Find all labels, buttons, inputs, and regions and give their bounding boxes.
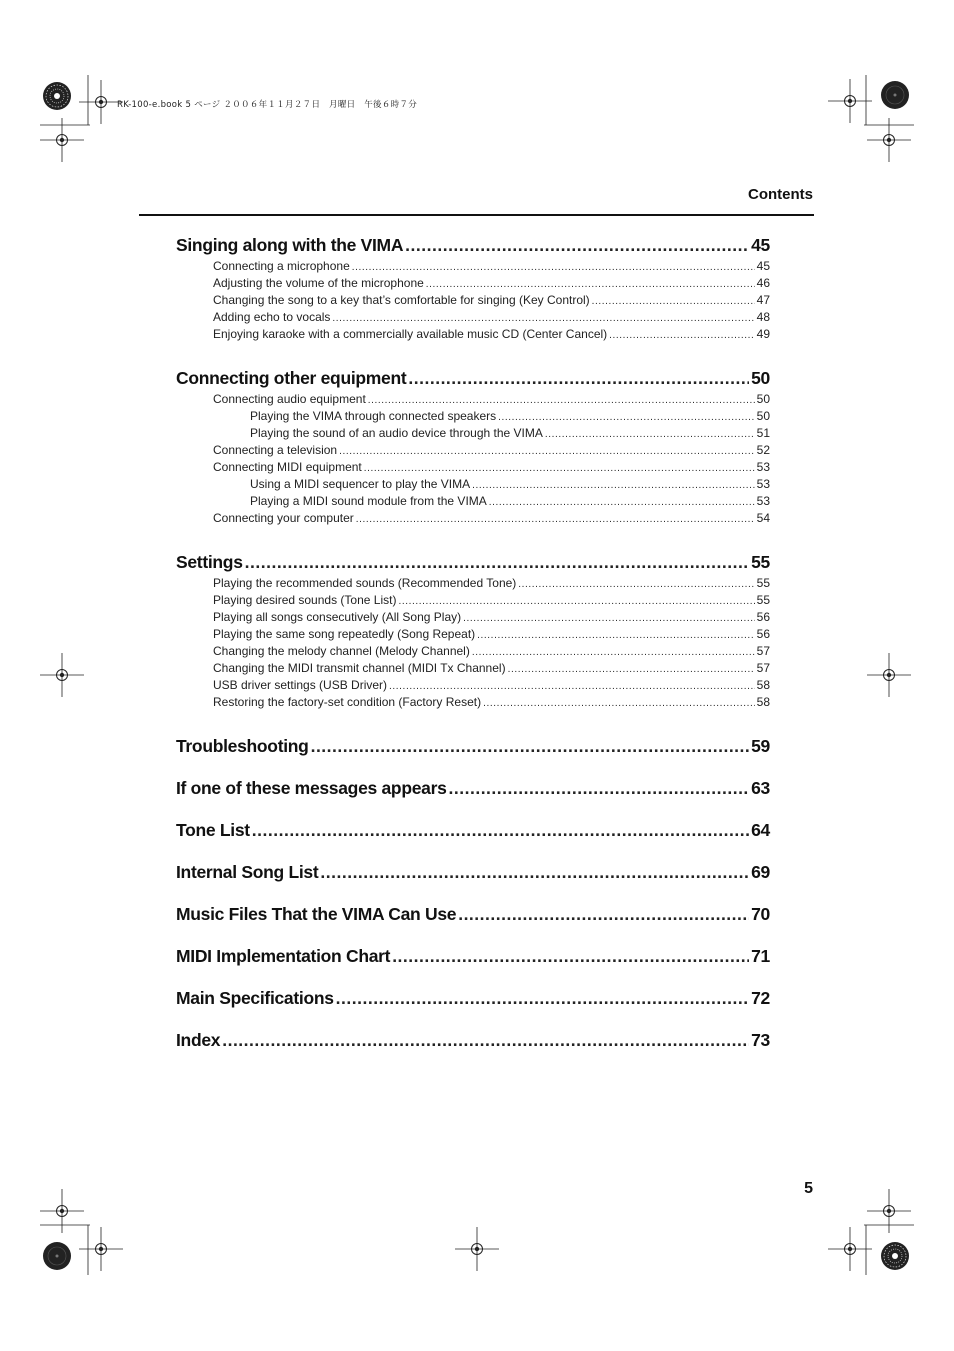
toc-item[interactable]: Connecting MIDI equipment ..... 53 bbox=[213, 459, 770, 476]
toc-item[interactable]: Restoring the factory-set condition (Factory Reset) ..... 58 bbox=[213, 694, 770, 711]
toc-heading-title: Troubleshooting bbox=[176, 736, 309, 756]
toc-item[interactable]: Connecting audio equipment ..... 50 bbox=[213, 391, 770, 408]
toc-heading-music-files[interactable] bbox=[176, 901, 770, 927]
toc-heading-troubleshooting[interactable] bbox=[176, 733, 770, 759]
toc-item[interactable]: Playing the recommended sounds (Recommended Tone) ..... 55 bbox=[213, 575, 770, 592]
toc-page-number: 63 bbox=[751, 778, 770, 798]
table-of-contents bbox=[176, 232, 770, 1053]
page-number: 5 bbox=[804, 1180, 813, 1197]
toc-page-number: 55 bbox=[751, 552, 770, 572]
toc-heading-title: Singing along with the VIMA bbox=[176, 235, 404, 255]
toc-page-number: 72 bbox=[751, 988, 770, 1008]
toc-heading-connecting[interactable] bbox=[176, 365, 770, 391]
toc-subitem[interactable]: Playing the VIMA through connected speakers ..... 50 bbox=[250, 408, 770, 425]
toc-heading-title: Internal Song List bbox=[176, 862, 319, 882]
dot-leader bbox=[245, 549, 749, 575]
toc-item[interactable]: Playing all songs consecutively (All Song Play) ..... 56 bbox=[213, 609, 770, 626]
toc-heading-tone-list[interactable] bbox=[176, 817, 770, 843]
toc-heading-midi-chart[interactable] bbox=[176, 943, 770, 969]
dot-leader bbox=[408, 365, 749, 391]
toc-subitem[interactable]: Playing the sound of an audio device through the VIMA ..... 51 bbox=[250, 425, 770, 442]
toc-heading-title: If one of these messages appears bbox=[176, 778, 447, 798]
toc-heading-messages[interactable] bbox=[176, 775, 770, 801]
dot-leader bbox=[458, 901, 749, 927]
toc-heading-title: Index bbox=[176, 1030, 221, 1050]
dot-leader bbox=[392, 943, 749, 969]
toc-page-number: 70 bbox=[751, 904, 770, 924]
dot-leader bbox=[252, 817, 749, 843]
toc-item[interactable]: Connecting your computer ..... 54 bbox=[213, 510, 770, 527]
toc-heading-title: Main Specifications bbox=[176, 988, 334, 1008]
toc-item[interactable]: Connecting a microphone ..... 45 bbox=[213, 258, 770, 275]
toc-heading-title: Tone List bbox=[176, 820, 250, 840]
dot-leader bbox=[222, 1027, 749, 1053]
running-header-title: Contents bbox=[748, 186, 813, 203]
toc-item[interactable]: Changing the melody channel (Melody Channel) ..... 57 bbox=[213, 643, 770, 660]
dot-leader bbox=[405, 232, 749, 258]
dot-leader bbox=[320, 859, 749, 885]
toc-page-number: 64 bbox=[751, 820, 770, 840]
toc-heading-main-specifications[interactable] bbox=[176, 985, 770, 1011]
toc-subitem[interactable]: Using a MIDI sequencer to play the VIMA ..... 53 bbox=[250, 476, 770, 493]
toc-page-number: 50 bbox=[751, 368, 770, 388]
toc-page-number: 45 bbox=[751, 235, 770, 255]
toc-heading-title: Connecting other equipment bbox=[176, 368, 407, 388]
toc-heading-title: Music Files That the VIMA Can Use bbox=[176, 904, 457, 924]
toc-page-number: 69 bbox=[751, 862, 770, 882]
toc-heading-singing[interactable] bbox=[176, 232, 770, 258]
dot-leader bbox=[449, 775, 750, 801]
toc-heading-title: Settings bbox=[176, 552, 243, 572]
toc-item[interactable]: Adjusting the volume of the microphone ..... 46 bbox=[213, 275, 770, 292]
toc-item[interactable]: USB driver settings (USB Driver) ..... 58 bbox=[213, 677, 770, 694]
toc-page-number: 59 bbox=[751, 736, 770, 756]
toc-subitem[interactable]: Playing a MIDI sound module from the VIMA ..... 53 bbox=[250, 493, 770, 510]
toc-item[interactable]: Playing the same song repeatedly (Song Repeat) ..... 56 bbox=[213, 626, 770, 643]
dot-leader bbox=[336, 985, 749, 1011]
toc-heading-title: MIDI Implementation Chart bbox=[176, 946, 391, 966]
toc-item[interactable]: Connecting a television ..... 52 bbox=[213, 442, 770, 459]
toc-heading-settings[interactable] bbox=[176, 549, 770, 575]
toc-page-number: 73 bbox=[751, 1030, 770, 1050]
print-info-line: RK-100-e.book 5 ページ ２００６年１１月２７日 月曜日 午後６時７分 bbox=[117, 100, 418, 110]
toc-item[interactable]: Changing the MIDI transmit channel (MIDI Tx Channel) ..... 57 bbox=[213, 660, 770, 677]
toc-item[interactable]: Adding echo to vocals ..... 48 bbox=[213, 309, 770, 326]
toc-item[interactable]: Enjoying karaoke with a commercially available music CD (Center Cancel) ..... 49 bbox=[213, 326, 770, 343]
toc-page-number: 71 bbox=[751, 946, 770, 966]
toc-item[interactable]: Changing the song to a key that’s comfortable for singing (Key Control) ..... 47 bbox=[213, 292, 770, 309]
header-rule bbox=[139, 214, 814, 216]
dot-leader bbox=[311, 733, 750, 759]
toc-heading-index[interactable] bbox=[176, 1027, 770, 1053]
toc-item[interactable]: Playing desired sounds (Tone List) ..... 55 bbox=[213, 592, 770, 609]
toc-heading-internal-song-list[interactable] bbox=[176, 859, 770, 885]
